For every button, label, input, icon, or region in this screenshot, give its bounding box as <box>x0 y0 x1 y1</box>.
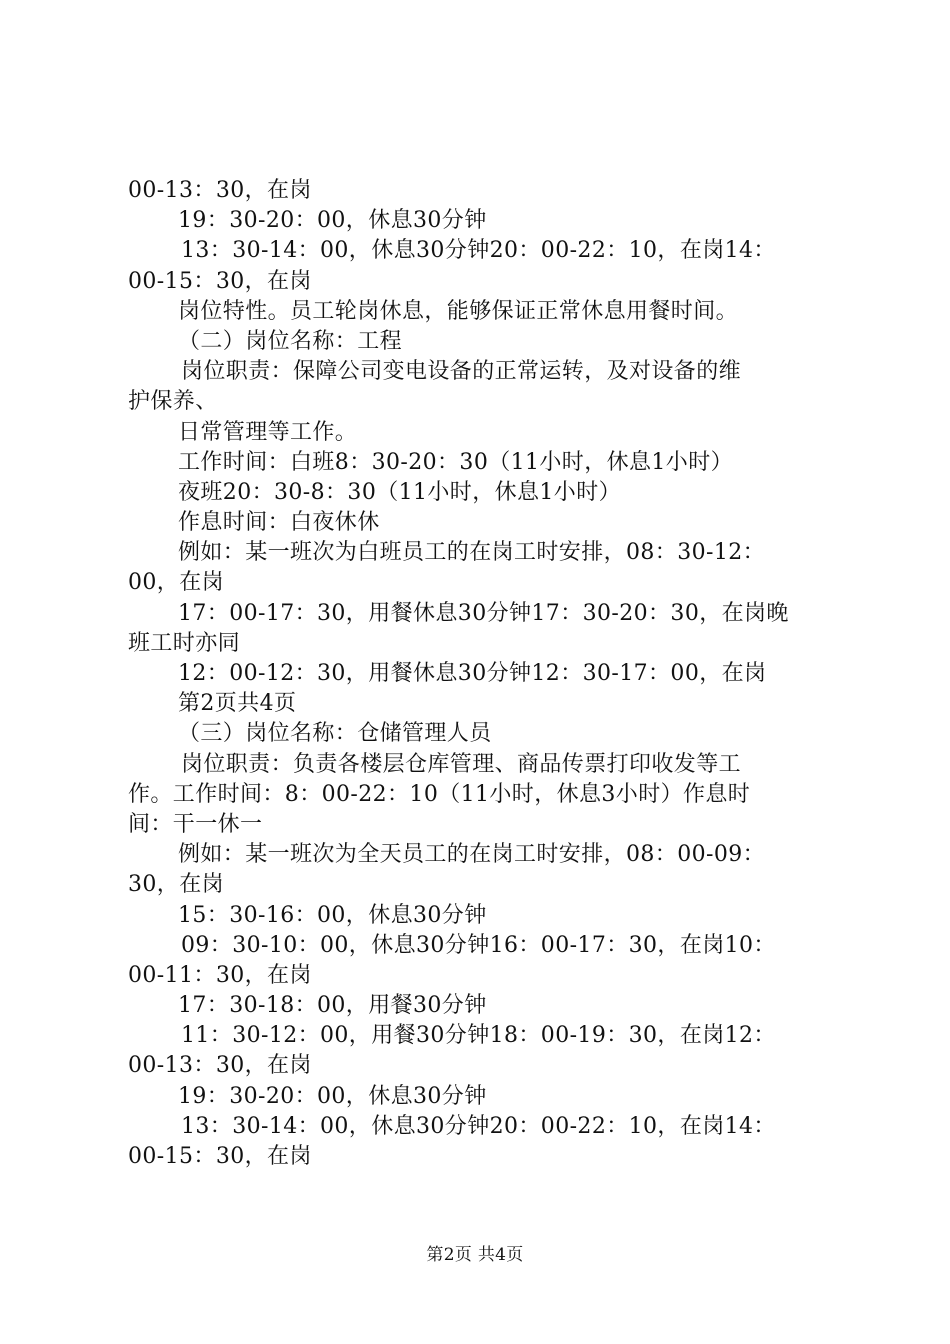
text-line: 岗位特性。员工轮岗休息，能够保证正常休息用餐时间。 <box>178 298 739 324</box>
page-footer: 第2页 共4页 <box>426 1245 524 1265</box>
text-line: 作。工作时间：8：00-22：10（11小时，休息3小时）作息时 <box>128 781 751 807</box>
text-line: 例如：某一班次为白班员工的在岗工时安排，08：30-12： <box>178 540 766 566</box>
text-line: 日常管理等工作。 <box>178 419 358 445</box>
text-line: 09：30-10：00，休息30分钟16：00-17：30，在岗10： <box>181 932 776 958</box>
text-line: 30，在岗 <box>128 872 224 898</box>
text-line: 例如：某一班次为全天员工的在岗工时安排，08：00-09： <box>178 842 766 868</box>
text-line: 岗位职责：保障公司变电设备的正常运转，及对设备的维 <box>181 359 742 385</box>
text-line: 13：30-14：00，休息30分钟20：00-22：10，在岗14： <box>181 238 776 264</box>
text-line: 夜班20：30-8：30（11小时，休息1小时） <box>178 479 622 505</box>
text-line: 17：30-18：00，用餐30分钟 <box>178 993 487 1019</box>
text-line: 第2页共4页 <box>178 691 297 717</box>
text-line: 班工时亦同 <box>128 630 241 656</box>
text-line: （三）岗位名称：仓储管理人员 <box>178 721 492 747</box>
text-line: 护保养、 <box>128 389 218 415</box>
text-line: 作息时间：白夜休休 <box>178 510 380 536</box>
text-line: 15：30-16：00，休息30分钟 <box>178 902 487 928</box>
text-line: 19：30-20：00，休息30分钟 <box>178 1083 487 1109</box>
text-line: （二）岗位名称：工程 <box>178 328 403 354</box>
text-line: 13：30-14：00，休息30分钟20：00-22：10，在岗14： <box>181 1113 776 1139</box>
document-body <box>128 176 828 1172</box>
text-line: 00-11：30，在岗 <box>128 962 312 988</box>
text-line: 岗位职责：负责各楼层仓库管理、商品传票打印收发等工 <box>181 751 742 777</box>
text-line: 间：干一休一 <box>128 811 263 837</box>
text-line: 00-15：30，在岗 <box>128 1144 312 1169</box>
text-line: 工作时间：白班8：30-20：30（11小时，休息1小时） <box>178 449 734 475</box>
text-line: 00，在岗 <box>128 570 224 596</box>
text-line: 00-15：30，在岗 <box>128 268 312 294</box>
text-line: 19：30-20：00，休息30分钟 <box>178 208 487 234</box>
text-line: 00-13：30，在岗 <box>128 1053 312 1079</box>
text-line: 00-13：30，在岗 <box>128 178 312 203</box>
text-line: 11：30-12：00，用餐30分钟18：00-19：30，在岗12： <box>181 1023 776 1049</box>
text-line: 12：00-12：30，用餐休息30分钟12：30-17：00，在岗 <box>178 661 767 686</box>
text-line: 17：00-17：30，用餐休息30分钟17：30-20：30，在岗晚 <box>178 600 789 626</box>
